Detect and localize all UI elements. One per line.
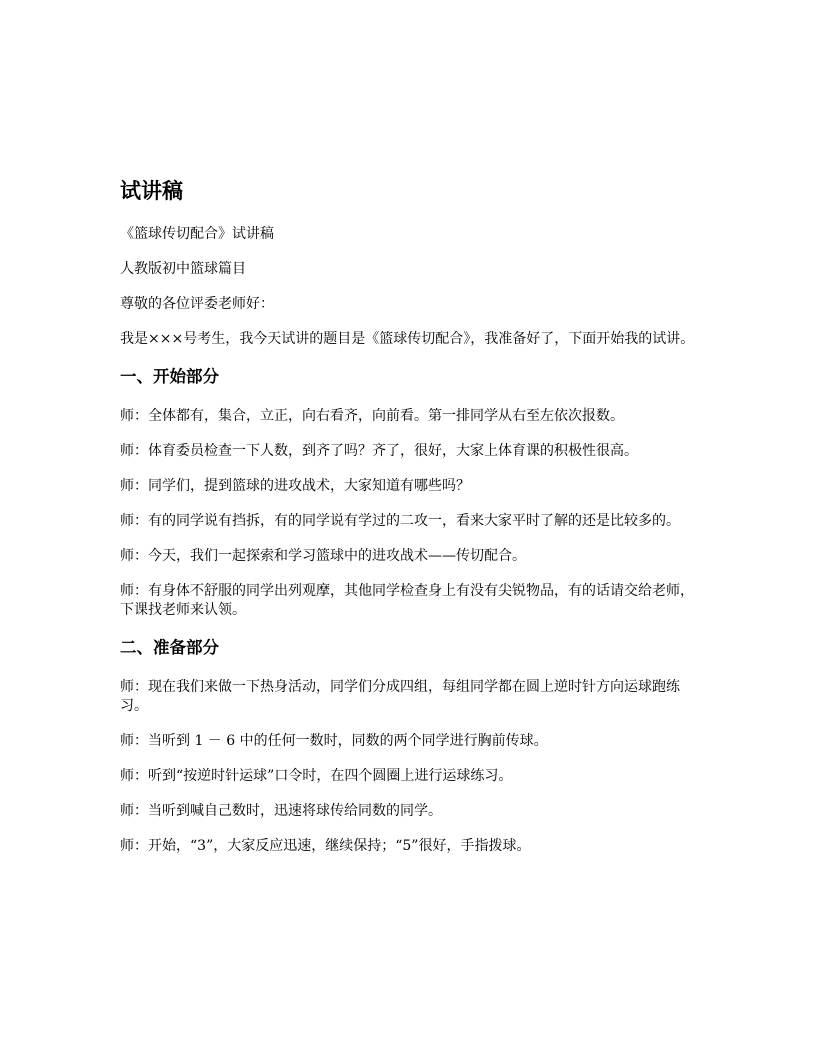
intro-paragraph: 人教版初中篮球篇目 <box>120 261 246 277</box>
body-paragraph: 师：今天，我们一起探索和学习篮球中的进攻战术——传切配合。 <box>120 548 526 564</box>
intro-paragraph: 《篮球传切配合》试讲稿 <box>120 226 274 242</box>
body-paragraph: 师：有的同学说有挡拆，有的同学说有学过的二攻一，看来大家平时了解的还是比较多的。 <box>120 513 680 529</box>
body-paragraph: 师：开始，“3”，大家反应迅速，继续保持；“5”很好，手指拨球。 <box>120 838 531 854</box>
body-paragraph: 师：同学们，提到篮球的进攻战术，大家知道有哪些吗？ <box>120 478 470 494</box>
document-title: 试讲稿 <box>120 179 183 203</box>
body-paragraph: 师：现在我们来做一下热身活动，同学们分成四组，每组同学都在圆上逆时针方向运球跑练习。 <box>120 679 680 714</box>
body-paragraph: 师：全体都有，集合，立正，向右看齐，向前看。第一排同学从右至左依次报数。 <box>120 408 624 424</box>
intro-paragraph: 我是×××号考生，我今天试讲的题目是《篮球传切配合》，我准备好了，下面开始我的试讲。 <box>120 331 695 347</box>
document-page <box>120 176 700 872</box>
body-paragraph: 师：当听到喊自己数时，迅速将球传给同数的同学。 <box>120 803 442 819</box>
body-paragraph: 师：有身体不舒服的同学出列观摩，其他同学检查身上有没有尖锐物品，有的话请交给老师，下课找老师来认领。 <box>120 583 694 618</box>
section-heading-preparation: 二、准备部分 <box>120 638 219 657</box>
section-heading-start: 一、开始部分 <box>120 367 219 386</box>
body-paragraph: 师：体育委员检查一下人数，到齐了吗？齐了，很好，大家上体育课的积极性很高。 <box>120 443 638 459</box>
body-paragraph: 师：听到“按逆时针运球”口令时，在四个圆圈上进行运球练习。 <box>120 768 513 784</box>
body-paragraph: 师：当听到 1 － 6 中的任何一数时，同数的两个同学进行胸前传球。 <box>120 733 548 749</box>
intro-paragraph: 尊敬的各位评委老师好： <box>120 296 274 312</box>
